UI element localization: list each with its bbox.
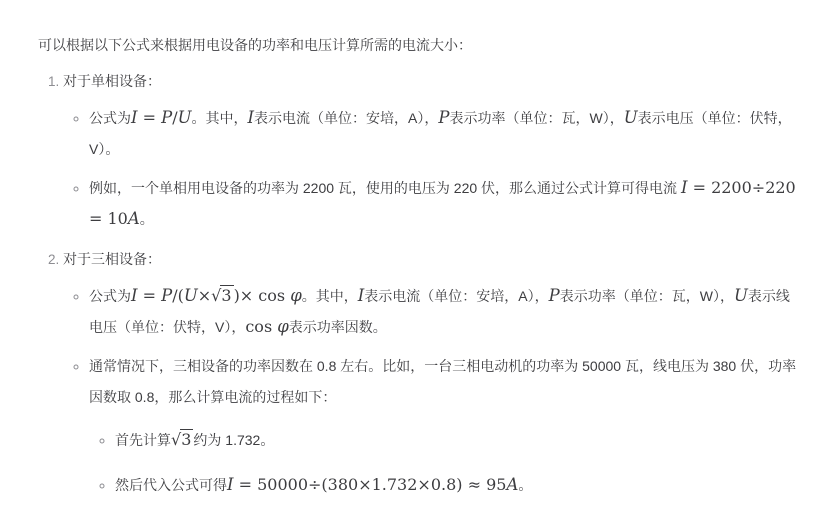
text-run: 表示功率因数。 <box>288 319 387 335</box>
math-variable: P <box>438 108 450 127</box>
bullet-formula-three-phase <box>89 281 797 343</box>
text-run: 可以根据以下公式来根据用电设备的功率和电压计算所需的电流大小： <box>38 37 472 53</box>
math-token: = <box>137 108 162 127</box>
text-run: 约为 1.732。 <box>193 432 275 448</box>
math-token: / <box>172 108 178 127</box>
text-run: 表示功率（单位：瓦，W）， <box>449 110 624 126</box>
math-variable: P <box>161 286 173 305</box>
text-run: 公式为 <box>89 288 131 304</box>
math-variable: I <box>131 108 138 127</box>
bullet-text <box>89 351 797 413</box>
math-token: cos <box>245 317 278 336</box>
bullet-text <box>89 173 797 235</box>
radicand: 3 <box>181 430 192 449</box>
math-variable: U <box>733 286 748 305</box>
radical-symbol: √ <box>171 430 182 449</box>
bullet-example-three-phase <box>89 351 797 501</box>
text-run: 。 <box>518 477 533 493</box>
math-variable: U <box>623 108 638 127</box>
sqrt-expression <box>211 286 233 305</box>
list-item-title <box>63 67 797 95</box>
math-variable: I <box>680 178 688 197</box>
bullet-text <box>115 425 797 456</box>
bullet-text <box>89 103 797 165</box>
text-run: 表示线电压（单位：伏特，V）， <box>89 288 790 335</box>
bullet-text <box>115 470 797 501</box>
text-run: 通常情况下，三相设备的功率因数在 0.8 左右。比如，一台三相电动机的功率为 50000 瓦，线电压为 380 伏，功率因数取 0.8，那么计算电流的过程如下： <box>89 358 797 405</box>
math-token: = <box>137 286 162 305</box>
math-variable: U <box>177 108 192 127</box>
math-token: /( <box>172 286 184 305</box>
bullet-text <box>89 281 797 343</box>
math-variable: A <box>506 475 519 494</box>
math-variable: I <box>131 286 138 305</box>
text-run: 表示电流（单位：安培，A）， <box>254 110 439 126</box>
math-variable: A <box>127 209 140 228</box>
math-variable: P <box>548 286 560 305</box>
text-run: 对于单相设备： <box>63 73 161 89</box>
text-run: 。 <box>139 211 154 227</box>
step-sqrt <box>115 425 797 456</box>
math-variable: U <box>183 286 198 305</box>
text-run: 。其中， <box>301 288 358 304</box>
text-run: 对于三相设备： <box>63 251 161 267</box>
math-token: )× cos <box>233 286 291 305</box>
sqrt-expression <box>171 430 193 449</box>
bullet-formula-single-phase <box>89 103 797 165</box>
math-variable: φ <box>277 317 289 336</box>
math-variable: φ <box>290 286 302 305</box>
math-variable: I <box>247 108 255 127</box>
math-token: = 50000÷(380×1.732×0.8) ≈ 95 <box>233 475 507 494</box>
text-run: 表示电流（单位：安培，A）， <box>364 288 549 304</box>
text-run: 公式为 <box>89 110 131 126</box>
text-run: 表示功率（单位：瓦，W）， <box>559 288 734 304</box>
radical-symbol: √ <box>211 286 222 305</box>
text-run: 。其中， <box>191 110 248 126</box>
three-phase-bullet-list <box>63 281 797 501</box>
radicand: 3 <box>221 286 232 305</box>
math-token: = 2200÷220 = 10 <box>89 178 796 228</box>
math-variable: I <box>357 286 365 305</box>
single-phase-bullet-list <box>63 103 797 235</box>
text-run: 表示电压（单位：伏特，V）。 <box>89 110 792 157</box>
step-substitute <box>115 470 797 501</box>
list-item-single-phase <box>63 67 797 235</box>
list-item-title <box>63 245 797 273</box>
numbered-list <box>38 67 797 501</box>
text-run: 首先计算 <box>115 432 171 448</box>
math-variable: I <box>227 475 234 494</box>
math-variable: P <box>161 108 173 127</box>
calculation-steps-list <box>89 425 797 501</box>
text-run: 然后代入公式可得 <box>115 477 227 493</box>
bullet-example-single-phase <box>89 173 797 235</box>
math-token: × <box>197 286 212 305</box>
text-run: 例如，一个单相用电设备的功率为 2200 瓦，使用的电压为 220 伏，那么通过公式计算可得电流 <box>89 180 681 196</box>
list-item-three-phase <box>63 245 797 501</box>
intro-paragraph <box>38 33 797 57</box>
